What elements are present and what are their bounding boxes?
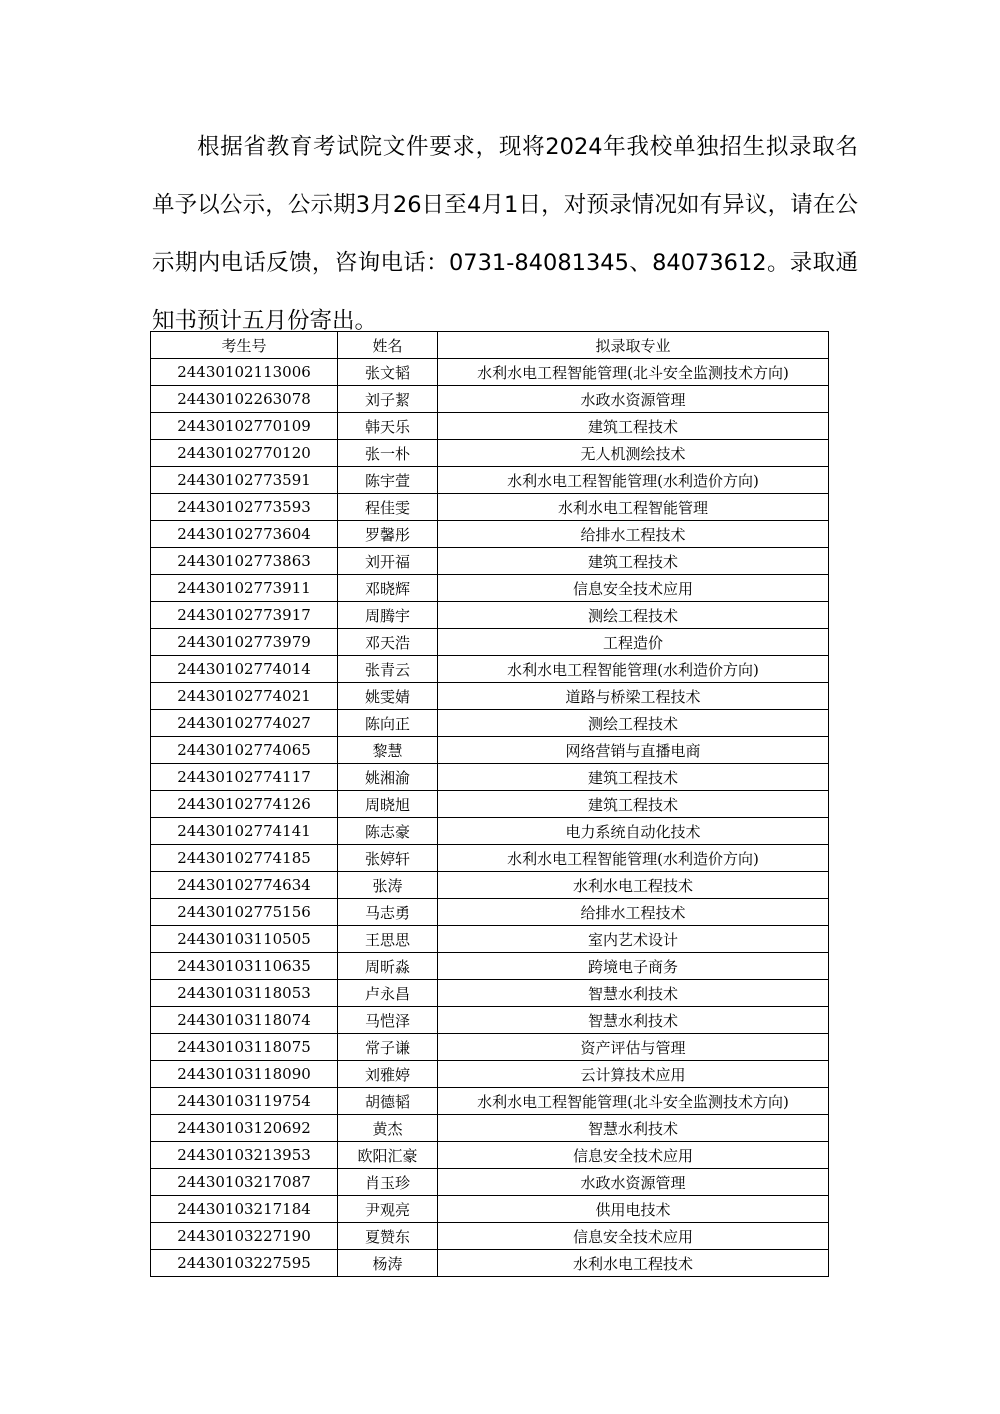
table-row <box>151 359 829 386</box>
exam-number-cell: 24430102773591 <box>151 467 338 494</box>
table-row <box>151 1061 829 1088</box>
major-cell: 云计算技术应用 <box>438 1061 829 1088</box>
major-cell: 无人机测绘技术 <box>438 440 829 467</box>
student-name-cell: 张青云 <box>338 656 438 683</box>
student-name-cell: 张一朴 <box>338 440 438 467</box>
major-cell: 资产评估与管理 <box>438 1034 829 1061</box>
table-row <box>151 980 829 1007</box>
exam-number-cell: 24430102774126 <box>151 791 338 818</box>
student-name-cell: 黎慧 <box>338 737 438 764</box>
exam-number-cell: 24430103213953 <box>151 1142 338 1169</box>
exam-number-cell: 24430102773604 <box>151 521 338 548</box>
exam-number-cell: 24430103227595 <box>151 1250 338 1277</box>
student-name-cell: 陈志豪 <box>338 818 438 845</box>
major-cell: 水政水资源管理 <box>438 1169 829 1196</box>
student-name-cell: 张文韬 <box>338 359 438 386</box>
table-row <box>151 1034 829 1061</box>
exam-number-cell: 24430102770109 <box>151 413 338 440</box>
exam-number-cell: 24430102774141 <box>151 818 338 845</box>
table-row <box>151 818 829 845</box>
major-cell: 水政水资源管理 <box>438 386 829 413</box>
table-row <box>151 1007 829 1034</box>
table-row <box>151 413 829 440</box>
table-row <box>151 764 829 791</box>
student-name-cell: 邓天浩 <box>338 629 438 656</box>
table-row <box>151 1115 829 1142</box>
student-name-cell: 刘子絜 <box>338 386 438 413</box>
exam-number-cell: 24430102775156 <box>151 899 338 926</box>
student-name-cell: 卢永昌 <box>338 980 438 1007</box>
table-row <box>151 629 829 656</box>
announcement-paragraph: 根据省教育考试院文件要求，现将2024年我校单独招生拟录取名单予以公示，公示期3月26日至4月1日，对预录情况如有异议，请在公示期内电话反馈，咨询电话：0731-84081345、84073612。录取通知书预计五月份寄出。 <box>152 134 858 334</box>
major-cell: 给排水工程技术 <box>438 521 829 548</box>
major-cell: 智慧水利技术 <box>438 1007 829 1034</box>
exam-number-cell: 24430102773863 <box>151 548 338 575</box>
student-name-cell: 胡德韬 <box>338 1088 438 1115</box>
table-row <box>151 791 829 818</box>
table-row <box>151 386 829 413</box>
student-name-cell: 姚雯婧 <box>338 683 438 710</box>
exam-number-cell: 24430103217184 <box>151 1196 338 1223</box>
exam-number-cell: 24430102113006 <box>151 359 338 386</box>
major-cell: 水利水电工程智能管理 <box>438 494 829 521</box>
student-name-cell: 黄杰 <box>338 1115 438 1142</box>
exam-number-cell: 24430102774014 <box>151 656 338 683</box>
table-row <box>151 602 829 629</box>
student-name-cell: 王思思 <box>338 926 438 953</box>
exam-number-cell: 24430103217087 <box>151 1169 338 1196</box>
student-name-cell: 欧阳汇豪 <box>338 1142 438 1169</box>
major-cell: 水利水电工程技术 <box>438 872 829 899</box>
table-row <box>151 953 829 980</box>
exam-number-cell: 24430102263078 <box>151 386 338 413</box>
student-name-cell: 姚湘渝 <box>338 764 438 791</box>
student-name-cell: 马恺泽 <box>338 1007 438 1034</box>
exam-number-cell: 24430103119754 <box>151 1088 338 1115</box>
table-row <box>151 1196 829 1223</box>
table-row <box>151 1169 829 1196</box>
major-cell: 水利水电工程智能管理(水利造价方向) <box>438 467 829 494</box>
major-cell: 水利水电工程智能管理(水利造价方向) <box>438 845 829 872</box>
table-row <box>151 548 829 575</box>
major-cell: 道路与桥梁工程技术 <box>438 683 829 710</box>
table-row <box>151 467 829 494</box>
exam-number-cell: 24430103118074 <box>151 1007 338 1034</box>
exam-number-cell: 24430102774117 <box>151 764 338 791</box>
table-row <box>151 926 829 953</box>
student-name-cell: 程佳雯 <box>338 494 438 521</box>
student-name-cell: 周昕淼 <box>338 953 438 980</box>
major-cell: 智慧水利技术 <box>438 980 829 1007</box>
major-cell: 供用电技术 <box>438 1196 829 1223</box>
major-cell: 网络营销与直播电商 <box>438 737 829 764</box>
table-row <box>151 575 829 602</box>
exam-number-cell: 24430102773911 <box>151 575 338 602</box>
table-row <box>151 1088 829 1115</box>
exam-number-cell: 24430103110505 <box>151 926 338 953</box>
student-name-cell: 周腾宇 <box>338 602 438 629</box>
student-name-cell: 刘开福 <box>338 548 438 575</box>
table-row <box>151 872 829 899</box>
student-name-cell: 尹观亮 <box>338 1196 438 1223</box>
major-cell: 信息安全技术应用 <box>438 1142 829 1169</box>
header-major: 拟录取专业 <box>438 332 829 359</box>
exam-number-cell: 24430102773917 <box>151 602 338 629</box>
student-name-cell: 杨涛 <box>338 1250 438 1277</box>
table-row <box>151 683 829 710</box>
student-name-cell: 马志勇 <box>338 899 438 926</box>
major-cell: 建筑工程技术 <box>438 764 829 791</box>
exam-number-cell: 24430102774021 <box>151 683 338 710</box>
table-row <box>151 521 829 548</box>
major-cell: 水利水电工程智能管理(水利造价方向) <box>438 656 829 683</box>
major-cell: 室内艺术设计 <box>438 926 829 953</box>
table-row <box>151 1223 829 1250</box>
exam-number-cell: 24430102773979 <box>151 629 338 656</box>
student-name-cell: 常子谦 <box>338 1034 438 1061</box>
table-row <box>151 737 829 764</box>
major-cell: 测绘工程技术 <box>438 710 829 737</box>
table-body <box>151 359 829 1277</box>
exam-number-cell: 24430103118075 <box>151 1034 338 1061</box>
major-cell: 信息安全技术应用 <box>438 575 829 602</box>
exam-number-cell: 24430103110635 <box>151 953 338 980</box>
exam-number-cell: 24430102774634 <box>151 872 338 899</box>
student-name-cell: 张婷轩 <box>338 845 438 872</box>
table-row <box>151 845 829 872</box>
exam-number-cell: 24430103227190 <box>151 1223 338 1250</box>
major-cell: 电力系统自动化技术 <box>438 818 829 845</box>
table-row <box>151 1250 829 1277</box>
header-exam-number: 考生号 <box>151 332 338 359</box>
student-name-cell: 邓晓辉 <box>338 575 438 602</box>
student-name-cell: 张涛 <box>338 872 438 899</box>
admission-table <box>150 331 829 1277</box>
student-name-cell: 刘雅婷 <box>338 1061 438 1088</box>
exam-number-cell: 24430102774027 <box>151 710 338 737</box>
major-cell: 工程造价 <box>438 629 829 656</box>
major-cell: 测绘工程技术 <box>438 602 829 629</box>
major-cell: 水利水电工程智能管理(北斗安全监测技术方向) <box>438 359 829 386</box>
exam-number-cell: 24430103118053 <box>151 980 338 1007</box>
table-header-row <box>151 332 829 359</box>
major-cell: 建筑工程技术 <box>438 791 829 818</box>
header-name: 姓名 <box>338 332 438 359</box>
student-name-cell: 周晓旭 <box>338 791 438 818</box>
major-cell: 水利水电工程技术 <box>438 1250 829 1277</box>
exam-number-cell: 24430102770120 <box>151 440 338 467</box>
table-row <box>151 656 829 683</box>
major-cell: 建筑工程技术 <box>438 413 829 440</box>
student-name-cell: 韩天乐 <box>338 413 438 440</box>
table-row <box>151 710 829 737</box>
exam-number-cell: 24430102774065 <box>151 737 338 764</box>
major-cell: 智慧水利技术 <box>438 1115 829 1142</box>
table-row <box>151 494 829 521</box>
student-name-cell: 陈宇萱 <box>338 467 438 494</box>
exam-number-cell: 24430102774185 <box>151 845 338 872</box>
student-name-cell: 肖玉珍 <box>338 1169 438 1196</box>
student-name-cell: 罗馨彤 <box>338 521 438 548</box>
major-cell: 建筑工程技术 <box>438 548 829 575</box>
exam-number-cell: 24430103120692 <box>151 1115 338 1142</box>
major-cell: 信息安全技术应用 <box>438 1223 829 1250</box>
major-cell: 给排水工程技术 <box>438 899 829 926</box>
major-cell: 水利水电工程智能管理(北斗安全监测技术方向) <box>438 1088 829 1115</box>
table-row <box>151 899 829 926</box>
exam-number-cell: 24430103118090 <box>151 1061 338 1088</box>
table-row <box>151 1142 829 1169</box>
exam-number-cell: 24430102773593 <box>151 494 338 521</box>
table-row <box>151 440 829 467</box>
student-name-cell: 夏赞东 <box>338 1223 438 1250</box>
student-name-cell: 陈向正 <box>338 710 438 737</box>
major-cell: 跨境电子商务 <box>438 953 829 980</box>
